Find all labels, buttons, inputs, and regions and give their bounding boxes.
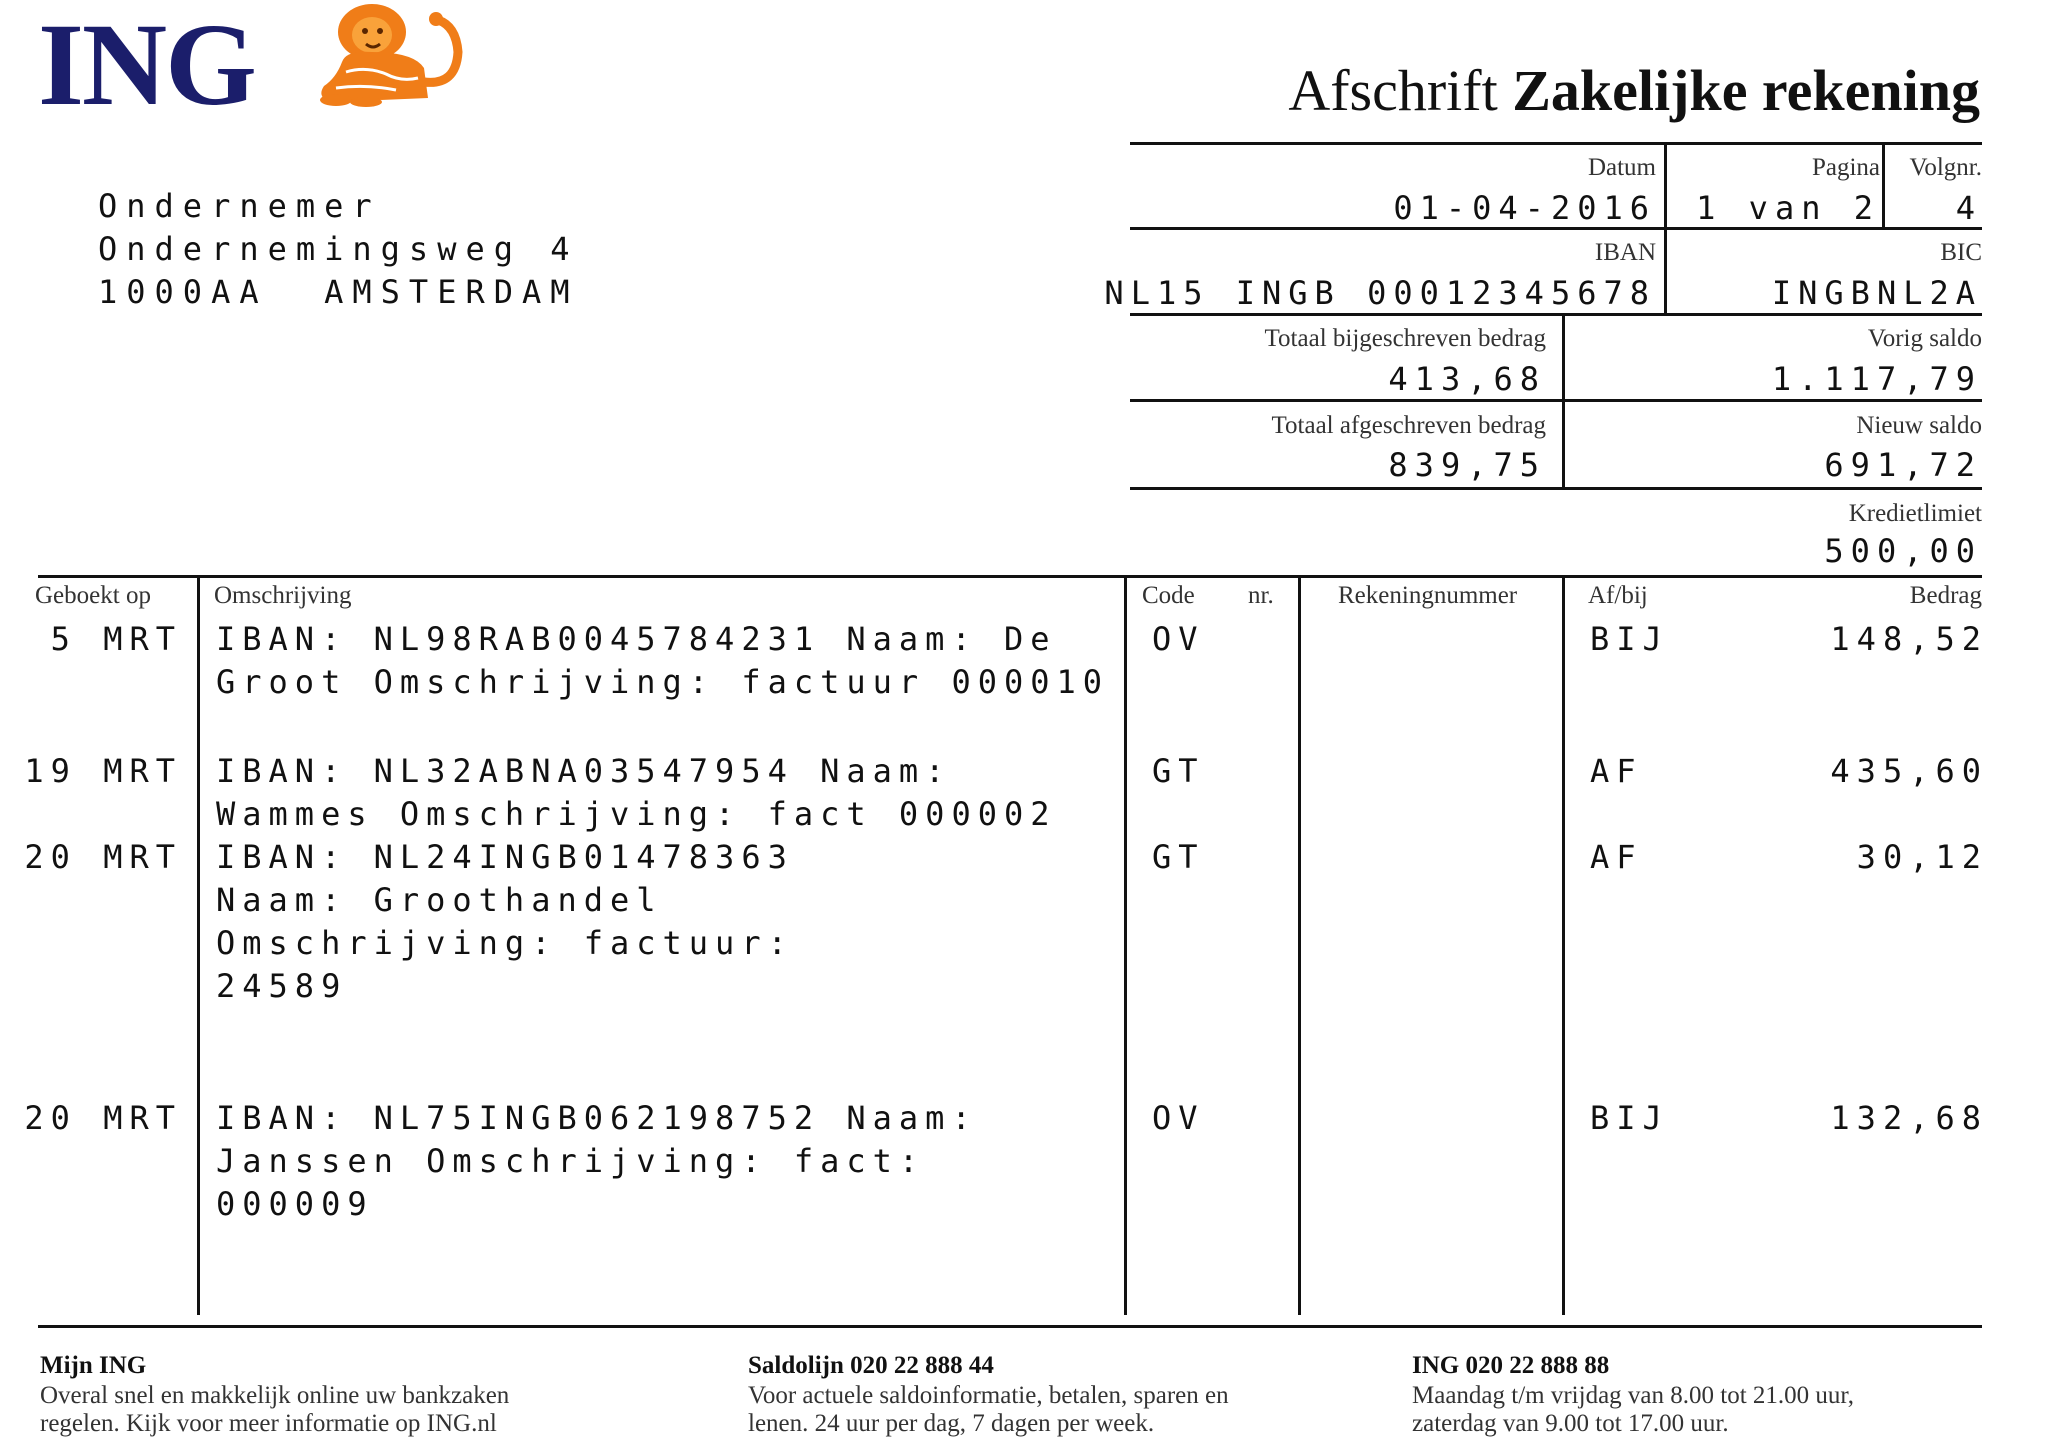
iban-value: NL15 INGB 00012345678 bbox=[1104, 274, 1656, 312]
divider bbox=[1562, 313, 1565, 487]
row-code: OV bbox=[1152, 620, 1205, 658]
row-description: IBAN: NL98RAB0045784231 Naam: De Groot Omschrijving: factuur 000010 bbox=[216, 620, 1110, 701]
footer-saldolijn-title: Saldolijn 020 22 888 44 bbox=[748, 1352, 994, 1379]
divider bbox=[1130, 313, 1982, 316]
pagina-label: Pagina bbox=[1811, 154, 1880, 181]
row-date: 5 MRT bbox=[50, 620, 182, 658]
divider bbox=[1130, 227, 1982, 230]
address-line-1: Ondernemer bbox=[98, 187, 381, 225]
nieuw-saldo-value: 691,72 bbox=[1824, 446, 1982, 484]
totaal-af-value: 839,75 bbox=[1388, 446, 1546, 484]
vorig-saldo-label: Vorig saldo bbox=[1867, 325, 1982, 352]
title-prefix: Afschrift bbox=[1288, 58, 1498, 123]
volgnr-label: Volgnr. bbox=[1909, 154, 1982, 181]
row-date: 19 MRT bbox=[24, 752, 182, 790]
kredietlimiet-label: Kredietlimiet bbox=[1848, 500, 1982, 527]
row-code: OV bbox=[1152, 1099, 1205, 1137]
table-bottom-rule bbox=[38, 1325, 1982, 1328]
row-afbij: BIJ bbox=[1590, 1099, 1669, 1137]
totaal-bij-label: Totaal bijgeschreven bedrag bbox=[1264, 325, 1546, 352]
nieuw-saldo-label: Nieuw saldo bbox=[1856, 412, 1982, 439]
volgnr-value: 4 bbox=[1955, 189, 1982, 227]
divider bbox=[1130, 399, 1982, 402]
totaal-af-label: Totaal afgeschreven bedrag bbox=[1271, 412, 1546, 439]
totaal-bij-value: 413,68 bbox=[1388, 360, 1546, 398]
iban-label: IBAN bbox=[1594, 239, 1656, 266]
address-line-3: 1000AA AMSTERDAM bbox=[98, 273, 579, 311]
divider bbox=[1130, 487, 1982, 490]
document-title bbox=[1288, 56, 1980, 126]
row-date: 20 MRT bbox=[24, 838, 182, 876]
col-header-nr: nr. bbox=[1248, 582, 1274, 609]
vorig-saldo-value: 1.117,79 bbox=[1771, 360, 1982, 398]
row-amount: 30,12 bbox=[1856, 838, 1988, 876]
row-amount: 435,60 bbox=[1830, 752, 1988, 790]
row-amount: 132,68 bbox=[1830, 1099, 1988, 1137]
row-afbij: BIJ bbox=[1590, 620, 1669, 658]
footer-ing-phone-text: Maandag t/m vrijdag van 8.00 tot 21.00 uur, zaterdag van 9.00 tot 17.00 uur. bbox=[1412, 1382, 1854, 1437]
row-code: GT bbox=[1152, 838, 1205, 876]
col-header-afbij: Af/bij bbox=[1588, 582, 1648, 609]
kredietlimiet-value: 500,00 bbox=[1824, 532, 1982, 570]
datum-label: Datum bbox=[1587, 154, 1656, 181]
row-afbij: AF bbox=[1590, 752, 1643, 790]
divider bbox=[1124, 575, 1127, 1315]
bic-label: BIC bbox=[1940, 239, 1982, 266]
col-header-rekeningnummer: Rekeningnummer bbox=[1338, 582, 1518, 609]
datum-value: 01-04-2016 bbox=[1393, 189, 1656, 227]
divider bbox=[1130, 142, 1982, 145]
row-description: IBAN: NL75INGB062198752 Naam: Janssen Omschrijving: fact: 000009 bbox=[216, 1099, 978, 1223]
row-code: GT bbox=[1152, 752, 1205, 790]
footer-saldolijn-text: Voor actuele saldoinformatie, betalen, sparen en lenen. 24 uur per dag, 7 dagen per week. bbox=[748, 1382, 1229, 1437]
footer-ing-phone-title: ING 020 22 888 88 bbox=[1412, 1352, 1610, 1379]
divider bbox=[197, 575, 200, 1315]
row-description: IBAN: NL32ABNA03547954 Naam: Wammes Omschrijving: fact 000002 bbox=[216, 752, 1057, 833]
divider bbox=[1562, 575, 1565, 1315]
ing-logo-text: ING bbox=[38, 0, 255, 130]
col-header-geboekt: Geboekt op bbox=[35, 582, 151, 609]
col-header-code: Code bbox=[1142, 582, 1195, 609]
row-afbij: AF bbox=[1590, 838, 1643, 876]
divider bbox=[1664, 142, 1667, 314]
col-header-omschrijving: Omschrijving bbox=[214, 582, 352, 609]
row-amount: 148,52 bbox=[1830, 620, 1988, 658]
title-main: Zakelijke rekening bbox=[1512, 58, 1980, 123]
footer-mijn-ing-text: Overal snel en makkelijk online uw bankzaken regelen. Kijk voor meer informatie op ING.nl bbox=[40, 1382, 510, 1437]
bic-value: INGBNL2A bbox=[1771, 274, 1982, 312]
table-top-rule bbox=[38, 575, 1982, 578]
row-description: IBAN: NL24INGB01478363 Naam: Groothandel Omschrijving: factuur: 24589 bbox=[216, 838, 794, 1005]
address-line-2: Ondernemingsweg 4 bbox=[98, 230, 579, 268]
pagina-value: 1 van 2 bbox=[1696, 189, 1880, 227]
divider bbox=[1298, 575, 1301, 1315]
row-date: 20 MRT bbox=[24, 1099, 182, 1137]
footer-mijn-ing-title: Mijn ING bbox=[40, 1352, 147, 1379]
divider bbox=[1882, 142, 1885, 228]
col-header-bedrag: Bedrag bbox=[1909, 582, 1982, 609]
ing-lion-logo-icon bbox=[306, 2, 476, 108]
